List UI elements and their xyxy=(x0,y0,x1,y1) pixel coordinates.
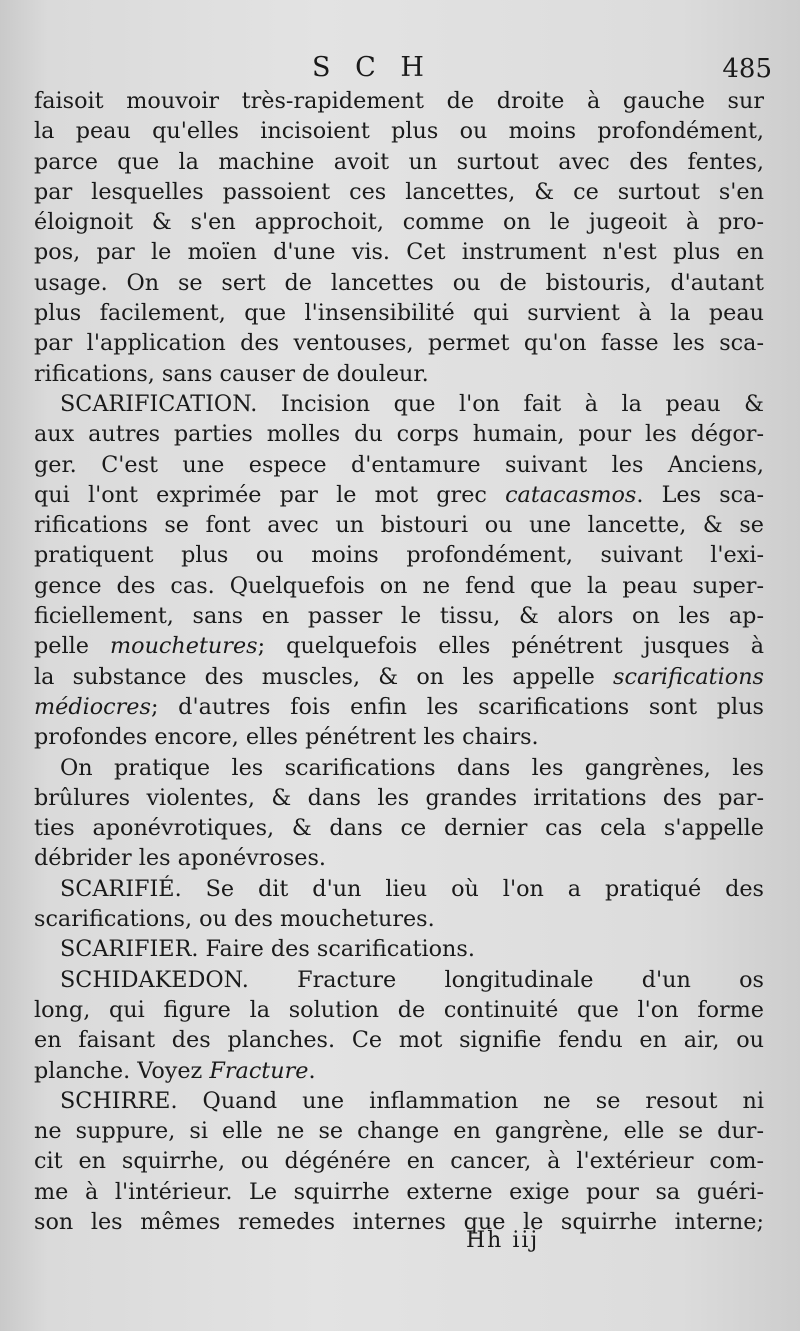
text-line: SCHIDAKEDON. Fracture longitudinale d'un os xyxy=(60,966,764,993)
text-line: brûlures violentes, & dans les grandes irritations des par- xyxy=(34,784,764,811)
text-line: plus facilement, que l'insensibilité qui survient à la peau xyxy=(34,300,764,327)
line-segment: ; quelquefois elles pénétrent jusques à xyxy=(257,633,764,660)
text-line xyxy=(34,662,764,692)
text-line: SCARIFIER. Faire des scarifications. xyxy=(60,936,475,963)
line-segment: pelle xyxy=(34,633,110,660)
text-line: profondes encore, elles pénétrent les chairs. xyxy=(34,724,539,751)
text-line: rifications, sans causer de douleur. xyxy=(34,360,429,387)
text-line: me à l'intérieur. Le squirrhe externe exige pour sa guéri- xyxy=(34,1178,764,1205)
line-segment: . Les sca- xyxy=(636,481,764,508)
text-line xyxy=(34,1056,764,1086)
text-line: SCHIRRE. Quand une inflammation ne se resout ni xyxy=(60,1087,764,1114)
italic-term: médiocres xyxy=(34,693,151,720)
text-line: SCARIFIÉ. Se dit d'un lieu où l'on a pratiqué des xyxy=(60,875,764,902)
text-body xyxy=(34,86,764,1237)
text-line: par l'application des ventouses, permet qu'on fasse les sca- xyxy=(34,330,764,357)
line-segment: qui l'ont exprimée par le mot grec xyxy=(34,481,506,508)
text-line: débrider les aponévroses. xyxy=(34,845,326,872)
text-line: cit en squirrhe, ou dégénére en cancer, à l'extérieur com- xyxy=(34,1148,764,1175)
italic-term: mouchetures xyxy=(110,633,258,660)
line-segment: ; d'autres fois enfin les scarifications sont plus xyxy=(150,693,764,720)
running-head: S C H xyxy=(312,52,432,83)
text-line: parce que la machine avoit un surtout avec des fentes, xyxy=(34,148,764,175)
text-line: ties aponévrotiques, & dans ce dernier cas cela s'appelle xyxy=(34,815,764,842)
italic-term: Fracture xyxy=(209,1057,309,1084)
text-line: éloignoit & s'en approchoit, comme on le jugeoit à pro- xyxy=(34,209,764,236)
text-line: aux autres parties molles du corps humain, pour les dégor- xyxy=(34,421,764,448)
text-line: usage. On se sert de lancettes ou de bistouris, d'autant xyxy=(34,269,764,296)
text-line: rifications se font avec un bistouri ou une lancette, & se xyxy=(34,512,764,539)
text-line: ficiellement, sans en passer le tissu, & alors on les ap- xyxy=(34,603,764,630)
text-line: ne suppure, si elle ne se change en gangrène, elle se dur- xyxy=(34,1118,764,1145)
text-line: la peau qu'elles incisoient plus ou moins profondément, xyxy=(34,118,764,145)
italic-term: catacasmos xyxy=(505,481,637,508)
text-line: son les mêmes remedes internes que le squirrhe interne; xyxy=(34,1208,764,1235)
line-segment: . xyxy=(308,1057,316,1084)
text-line: SCARIFICATION. Incision que l'on fait à la peau & xyxy=(60,390,764,417)
text-line xyxy=(34,692,764,722)
text-line: On pratique les scarifications dans les gangrènes, les xyxy=(60,754,764,781)
text-line: faisoit mouvoir très-rapidement de droite à gauche sur xyxy=(34,88,764,114)
line-segment: la substance des muscles, & on les appelle xyxy=(34,663,614,690)
signature-mark: Hh iij xyxy=(466,1228,540,1253)
text-line: long, qui figure la solution de continuité que l'on forme xyxy=(34,996,764,1023)
italic-term: scarifications xyxy=(613,663,764,690)
text-line: pos, par le moïen d'une vis. Cet instrument n'est plus en xyxy=(34,239,764,266)
text-line: gence des cas. Quelquefois on ne fend que la peau super- xyxy=(34,572,764,599)
page-number: 485 xyxy=(722,54,772,84)
text-line xyxy=(34,631,764,661)
text-line xyxy=(34,480,764,510)
text-line: en faisant des planches. Ce mot signifie fendu en air, ou xyxy=(34,1027,764,1054)
text-line: ger. C'est une espece d'entamure suivant les Anciens, xyxy=(34,451,764,478)
text-line: pratiquent plus ou moins profondément, suivant l'exi- xyxy=(34,542,764,569)
text-line: par lesquelles passoient ces lancettes, & ce surtout s'en xyxy=(34,178,764,205)
text-line: scarifications, ou des mouchetures. xyxy=(34,906,435,933)
line-segment: planche. Voyez xyxy=(34,1057,210,1084)
